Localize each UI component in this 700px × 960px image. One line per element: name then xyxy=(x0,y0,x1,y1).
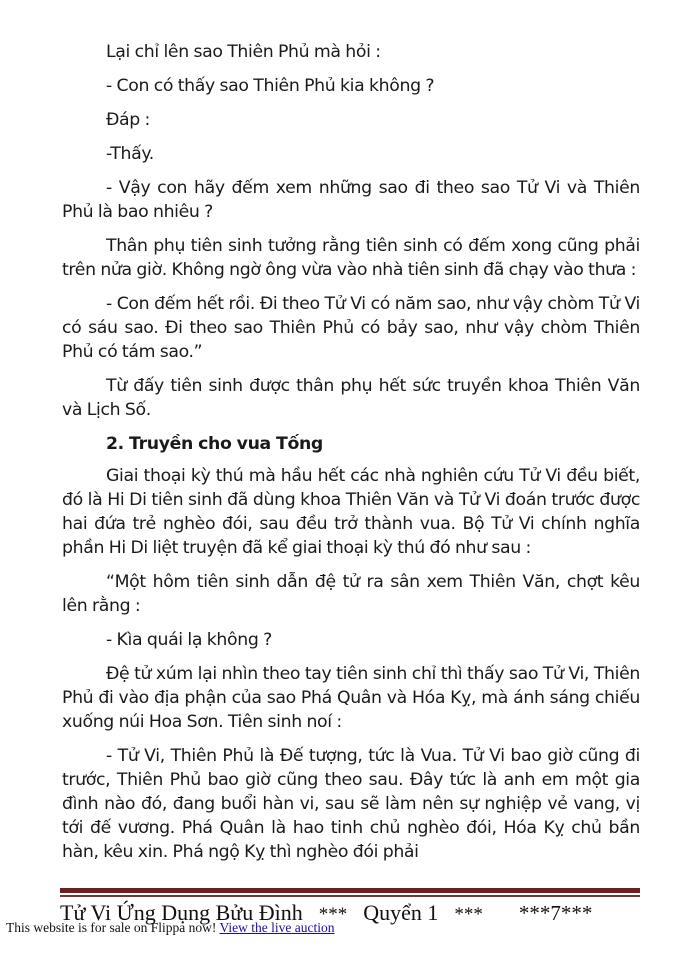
paragraph: - Vậy con hãy đếm xem những sao đi theo sao Tử Vi và Thiên Phủ là bao nhiêu ? xyxy=(62,178,640,222)
section-heading: 2. Truyền cho vua Tống xyxy=(106,434,323,454)
paragraph: Thân phụ tiên sinh tưởng rằng tiên sinh có đếm xong cũng phải trên nửa giờ. Không ngờ ông vừa vào nhà tiên sinh đã chạy vào thưa : xyxy=(62,236,640,280)
paragraph: “Một hôm tiên sinh dẫn đệ tử ra sân xem Thiên Văn, chợt kêu lên rằng : xyxy=(62,572,640,616)
footer-page-number: ***7*** xyxy=(518,901,593,925)
footer-volume: Quyển 1 xyxy=(363,900,439,925)
footer-separator xyxy=(60,888,640,897)
paragraph: - Con đếm hết rồi. Đi theo Tử Vi có năm sao, như vậy chòm Tử Vi có sáu sao. Đi theo sao Thiên Phủ có bảy sao, như vậy chòm Thiên Phủ có tám sao.” xyxy=(62,294,640,362)
paragraph: Đệ tử xúm lại nhìn theo tay tiên sinh chỉ thì thấy sao Tử Vi, Thiên Phủ đi vào địa phận của sao Phá Quân và Hóa Kỵ, mà ánh sáng chiếu xuống núi Hoa Sơn. Tiên sinh noí : xyxy=(62,664,640,732)
separator-thin-line xyxy=(60,895,640,897)
paragraph: -Thấy. xyxy=(106,144,154,164)
paragraph: - Kìa quái lạ không ? xyxy=(106,630,272,650)
paragraph: Từ đấy tiên sinh được thân phụ hết sức truyền khoa Thiên Văn và Lịch Số. xyxy=(62,376,640,420)
sale-banner xyxy=(6,920,335,936)
paragraph: Giai thoại kỳ thú mà hầu hết các nhà nghiên cứu Tử Vi đều biết, đó là Hi Di tiên sinh đã dùng khoa Thiên Văn và Tử Vi đoán trước được hai đứa trẻ nghèo đói, sau đều trở thành vua. Bộ Tử Vi chính nghĩa phần Hi Di liệt truyện đã kể giai thoại kỳ thú đó như sau : xyxy=(62,466,640,558)
footer-book-title: Tử Vi Ứng Dụng Bửu Đình xyxy=(60,900,303,925)
document-page xyxy=(62,40,640,874)
footer-stars: *** xyxy=(454,904,483,925)
sale-banner-text: This website is for sale on Flippa now! xyxy=(6,920,220,935)
paragraph: Lại chỉ lên sao Thiên Phủ mà hỏi : xyxy=(106,42,381,62)
paragraph: - Tử Vi, Thiên Phủ là Đế tượng, tức là Vua. Tử Vi bao giờ cũng đi trước, Thiên Phủ bao giờ cũng theo sau. Đây tức là anh em một gia đình nào đó, đang buổi hàn vi, sau sẽ làm nên sự nghiệp vẻ vang, vị tới đế vương. Phá Quân là hao tinh chủ nghèo đói, Hóa Kỵ chủ bần hàn, kêu xin. Phá ngộ Kỵ thì nghèo đói phải xyxy=(62,746,640,862)
paragraph: - Con có thấy sao Thiên Phủ kia không ? xyxy=(106,76,435,96)
footer-stars: *** xyxy=(318,904,348,925)
paragraph: Đáp : xyxy=(106,110,151,130)
view-auction-link[interactable]: View the live auction xyxy=(219,920,335,935)
